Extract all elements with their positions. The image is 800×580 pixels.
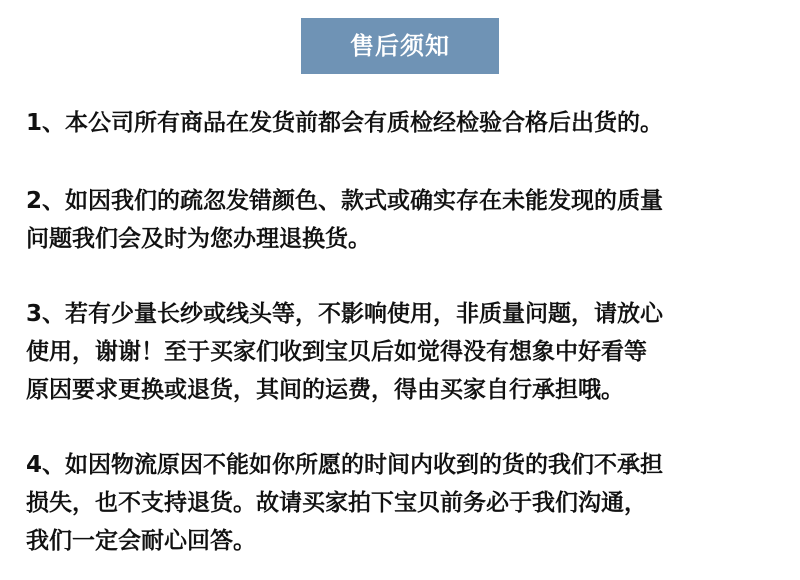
page-title: 售后须知	[350, 32, 450, 60]
notice-line: 4、如因物流原因不能如你所愿的时间内收到的货的我们不承担	[26, 452, 664, 478]
notice-line: 我们一定会耐心回答。	[26, 528, 256, 554]
notice-line: 1、本公司所有商品在发货前都会有质检经检验合格后出货的。	[26, 110, 664, 136]
notice-item-4	[26, 446, 663, 560]
notice-line: 原因要求更换或退货，其间的运费，得由买家自行承担哦。	[26, 377, 624, 403]
notice-line: 问题我们会及时为您办理退换货。	[26, 226, 371, 252]
notice-item-2	[26, 182, 663, 258]
notice-item-3	[26, 295, 663, 409]
notice-line: 3、若有少量长纱或线头等，不影响使用，非质量问题，请放心	[26, 301, 664, 327]
header	[0, 18, 800, 74]
notice-item-1	[26, 104, 663, 142]
notice-line: 使用，谢谢！至于买家们收到宝贝后如觉得没有想象中好看等	[26, 339, 647, 365]
notice-line: 2、如因我们的疏忽发错颜色、款式或确实存在未能发现的质量	[26, 188, 664, 214]
title-badge	[301, 18, 499, 74]
notice-line: 损失，也不支持退货。故请买家拍下宝贝前务必于我们沟通，	[26, 490, 647, 516]
